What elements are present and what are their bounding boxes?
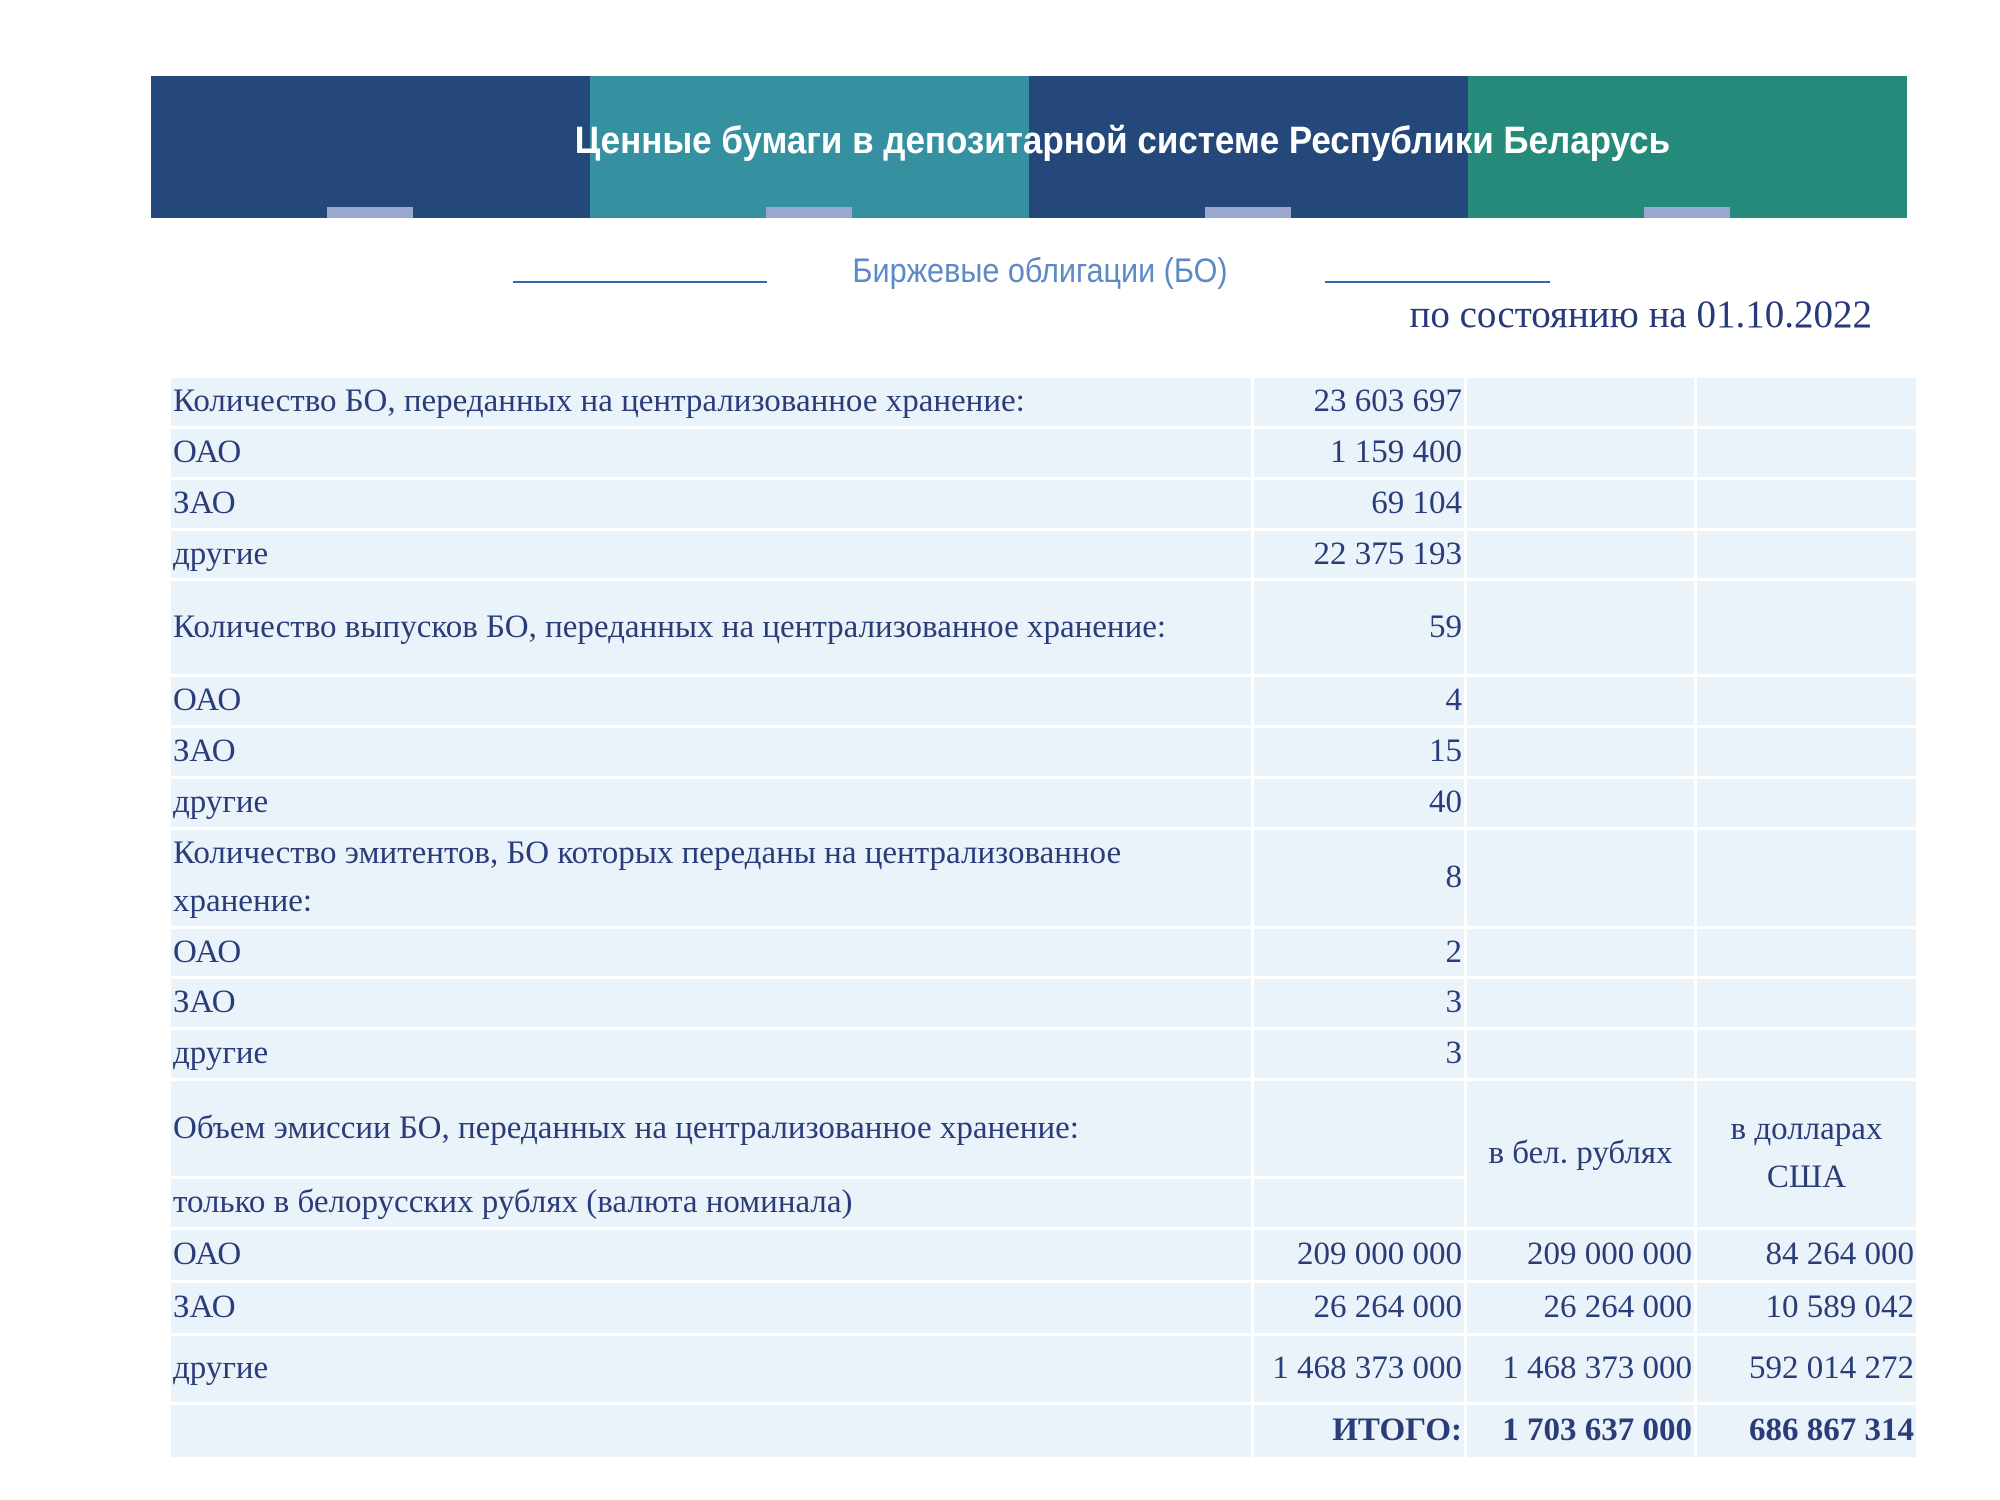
row-value: 69 104 [1254,480,1464,528]
row-label: Объем эмиссии БО, переданных на централизованное хранение: [171,1081,1251,1176]
empty-cell [1254,1081,1464,1176]
table-row [171,1081,1916,1176]
row-label: другие [171,531,1251,579]
empty-cell [1697,480,1916,528]
currency-note: только в белорусских рублях (валюта номинала) [171,1179,1251,1227]
row-label: ЗАО [171,728,1251,776]
total-label: ИТОГО: [1254,1405,1464,1457]
table-row [171,929,1916,977]
empty-cell [1697,581,1916,674]
row-label: ЗАО [171,1283,1251,1333]
empty-cell [1697,378,1916,426]
empty-cell [1697,531,1916,579]
row-label: ОАО [171,677,1251,725]
section-subtitle: Биржевые облигации (БО) [852,252,1228,290]
row-value: 4 [1254,677,1464,725]
row-label: ЗАО [171,480,1251,528]
empty-cell [1467,677,1694,725]
row-value: 26 264 000 [1254,1283,1464,1333]
page-title: Ценные бумаги в депозитарной системе Республики Беларусь [574,120,1671,162]
empty-cell [1467,429,1694,477]
empty-cell [1697,429,1916,477]
row-label: Количество БО, переданных на централизованное хранение: [171,378,1251,426]
row-value-usd: 84 264 000 [1697,1230,1916,1280]
empty-cell [1467,979,1694,1027]
empty-cell [1467,531,1694,579]
table-row [171,581,1916,674]
empty-cell [1697,677,1916,725]
empty-cell [1467,1030,1694,1078]
banner-tick [1205,207,1291,218]
row-value-usd: 10 589 042 [1697,1283,1916,1333]
empty-cell [1467,929,1694,977]
empty-cell [1697,979,1916,1027]
subtitle-rule-right [1325,281,1550,283]
table-row [171,979,1916,1027]
row-label: ОАО [171,1230,1251,1280]
empty-cell [1467,581,1694,674]
row-value: 40 [1254,779,1464,827]
row-label: другие [171,1336,1251,1402]
row-value-byn: 209 000 000 [1467,1230,1694,1280]
row-label: ОАО [171,929,1251,977]
empty-cell [1467,830,1694,926]
row-label: другие [171,779,1251,827]
table-row [171,480,1916,528]
report-date: по состоянию на 01.10.2022 [1409,293,1872,336]
column-header-byn: в бел. рублях [1467,1081,1694,1227]
total-row [171,1405,1916,1457]
empty-cell [1697,779,1916,827]
empty-cell [1254,1179,1464,1227]
row-value-usd: 592 014 272 [1697,1336,1916,1402]
row-label: Количество выпусков БО, переданных на централизованное хранение: [171,581,1251,674]
empty-cell [1467,480,1694,528]
subtitle-rule-left [513,281,767,283]
empty-cell [171,1405,1251,1457]
row-value: 23 603 697 [1254,378,1464,426]
empty-cell [1467,779,1694,827]
row-value: 3 [1254,979,1464,1027]
table-row [171,378,1916,426]
row-value: 3 [1254,1030,1464,1078]
row-label: ОАО [171,429,1251,477]
row-value-byn: 26 264 000 [1467,1283,1694,1333]
table-row [171,779,1916,827]
row-value: 1 159 400 [1254,429,1464,477]
table-row [171,677,1916,725]
table-row [171,728,1916,776]
banner-tick [1644,207,1730,218]
banner-tick [766,207,852,218]
table-row [171,1030,1916,1078]
header-banner [151,76,1907,218]
bonds-table [168,375,1919,1460]
row-value-byn: 1 468 373 000 [1467,1336,1694,1402]
row-value: 15 [1254,728,1464,776]
table-row [171,830,1916,926]
table-row [171,531,1916,579]
total-usd: 686 867 314 [1697,1405,1916,1457]
table-row [171,1336,1916,1402]
row-label: Количество эмитентов, БО которых переданы на централизованное хранение: [171,830,1251,926]
empty-cell [1697,830,1916,926]
table-row [171,1230,1916,1280]
empty-cell [1467,378,1694,426]
total-byn: 1 703 637 000 [1467,1405,1694,1457]
empty-cell [1697,1030,1916,1078]
row-value: 1 468 373 000 [1254,1336,1464,1402]
empty-cell [1697,728,1916,776]
row-value: 8 [1254,830,1464,926]
row-value: 209 000 000 [1254,1230,1464,1280]
row-label: другие [171,1030,1251,1078]
column-header-usd: в долларах США [1697,1081,1916,1227]
row-value: 59 [1254,581,1464,674]
empty-cell [1697,929,1916,977]
row-value: 22 375 193 [1254,531,1464,579]
table-row [171,429,1916,477]
banner-tick [327,207,413,218]
row-value: 2 [1254,929,1464,977]
table-row [171,1283,1916,1333]
row-label: ЗАО [171,979,1251,1027]
empty-cell [1467,728,1694,776]
